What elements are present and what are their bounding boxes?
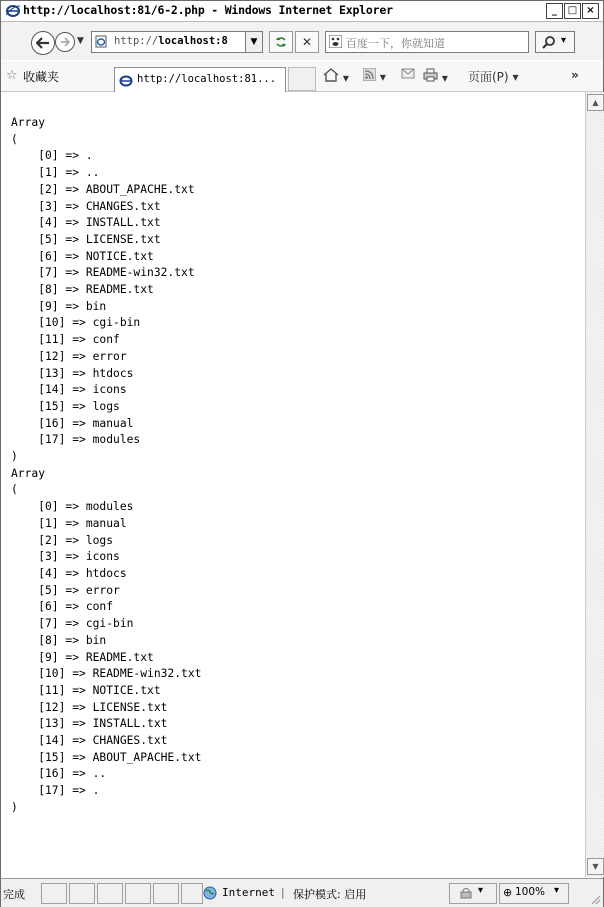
output-line: [17] => .: [11, 784, 100, 798]
url-host: localhost:8: [158, 35, 228, 47]
output-line: [1] => manual: [11, 516, 127, 530]
status-separator: |: [281, 886, 285, 899]
favorites-button[interactable]: 收藏夹: [23, 70, 60, 84]
minimize-button[interactable]: [546, 3, 563, 19]
output-line: [5] => LICENSE.txt: [11, 232, 161, 246]
output-line: [8] => bin: [11, 633, 107, 647]
search-options-dropdown[interactable]: ▾: [561, 35, 567, 46]
status-pane: [125, 883, 151, 904]
internet-globe-icon: [203, 886, 217, 900]
scroll-up-arrow-icon[interactable]: ▲: [587, 94, 604, 111]
tab-title: http://localhost:81...: [137, 73, 277, 85]
maximize-icon: □: [567, 5, 578, 16]
output-line: [16] => manual: [11, 416, 134, 430]
page-favicon-icon: [95, 35, 107, 48]
more-commands-chevron-icon[interactable]: »: [571, 68, 579, 82]
status-pane: [41, 883, 67, 904]
rss-feed-icon: [363, 68, 376, 81]
forward-arrow-icon: [60, 37, 70, 47]
forward-button[interactable]: [55, 32, 75, 52]
address-dropdown-button[interactable]: ▼: [245, 32, 262, 52]
page-menu-label: 页面(P): [468, 70, 509, 84]
search-button[interactable]: [535, 31, 575, 53]
page-menu-button[interactable]: [468, 68, 518, 85]
refresh-icon: [274, 36, 288, 48]
window-title: http://localhost:81/6-2.php - Windows Internet Explorer: [23, 3, 393, 17]
output-line: (: [11, 132, 18, 146]
output-line: (: [11, 483, 18, 497]
output-line: [10] => cgi-bin: [11, 316, 141, 330]
title-bar: [1, 1, 603, 22]
output-line: [12] => error: [11, 349, 127, 363]
new-tab-button[interactable]: [288, 67, 316, 91]
output-line: [6] => conf: [11, 600, 114, 614]
mail-icon: [401, 68, 415, 79]
vertical-scrollbar[interactable]: [585, 92, 604, 877]
output-line: [10] => README-win32.txt: [11, 667, 202, 681]
print-button[interactable]: ▾: [423, 68, 448, 85]
output-line: [3] => CHANGES.txt: [11, 199, 161, 213]
refresh-button[interactable]: [269, 31, 293, 53]
output-line: Array: [11, 466, 46, 480]
output-line: [2] => ABOUT_APACHE.txt: [11, 182, 195, 196]
lock-zone-icon: [460, 887, 474, 899]
status-pane: [97, 883, 123, 904]
stop-icon: ✕: [301, 35, 313, 49]
close-button[interactable]: [582, 3, 599, 19]
status-pane: [69, 883, 95, 904]
output-line: [11] => conf: [11, 333, 120, 347]
output-line: [14] => icons: [11, 383, 127, 397]
output-line: [2] => logs: [11, 533, 114, 547]
printer-icon: [423, 68, 438, 82]
output-line: [16] => ..: [11, 767, 107, 781]
ie-tab-icon: [119, 74, 133, 88]
close-icon: ×: [586, 5, 595, 16]
output-line: [1] => ..: [11, 166, 100, 180]
search-box[interactable]: [325, 31, 529, 53]
status-bar: [1, 878, 603, 907]
output-line: [11] => NOTICE.txt: [11, 683, 161, 697]
zoom-icon: ⊕: [503, 886, 513, 899]
output-line: [0] => .: [11, 149, 93, 163]
navigation-bar: [1, 22, 603, 60]
feeds-button[interactable]: ▾: [363, 68, 386, 84]
baidu-logo-icon: [329, 35, 342, 48]
output-line: [13] => INSTALL.txt: [11, 717, 168, 731]
favorites-star-icon[interactable]: ☆: [6, 68, 18, 83]
url-prefix: http://: [114, 35, 159, 47]
ie-logo-icon: [6, 4, 20, 18]
minimize-icon: _: [552, 5, 557, 16]
output-line: Array: [11, 116, 46, 129]
resize-grip-icon[interactable]: [589, 893, 601, 905]
status-text: 完成: [3, 888, 25, 901]
recent-pages-dropdown[interactable]: ▼: [77, 36, 84, 46]
zoom-button[interactable]: [499, 883, 569, 904]
output-line: [12] => LICENSE.txt: [11, 700, 168, 714]
output-line: [7] => cgi-bin: [11, 617, 134, 631]
status-pane: [153, 883, 179, 904]
status-pane: [181, 883, 203, 904]
back-button[interactable]: [31, 31, 55, 55]
output-line: [17] => modules: [11, 433, 141, 447]
output-line: [7] => README-win32.txt: [11, 266, 195, 280]
search-icon: [542, 35, 556, 49]
home-icon: [323, 68, 339, 82]
output-line: [9] => README.txt: [11, 650, 154, 664]
page-content: [1, 92, 585, 877]
tab-current[interactable]: [114, 67, 286, 92]
search-placeholder: 百度一下，你就知道: [346, 37, 445, 50]
stop-button[interactable]: [295, 31, 319, 53]
zoom-level: 100%: [515, 886, 546, 898]
output-line: [9] => bin: [11, 299, 107, 313]
output-line: [13] => htdocs: [11, 366, 134, 380]
output-line: [4] => INSTALL.txt: [11, 216, 161, 230]
home-button[interactable]: ▾: [323, 68, 349, 85]
maximize-button[interactable]: [564, 3, 581, 19]
read-mail-button[interactable]: [401, 68, 415, 82]
output-line: [0] => modules: [11, 500, 134, 514]
print-r-output: [11, 115, 201, 817]
favorites-bar: [1, 61, 603, 92]
page-menu-dropdown-icon: ▾: [512, 70, 519, 84]
privacy-dropdown-icon: ▾: [478, 885, 484, 896]
address-bar[interactable]: [91, 31, 263, 53]
output-line: [14] => CHANGES.txt: [11, 734, 168, 748]
address-url: [114, 35, 228, 47]
output-line: ): [11, 450, 18, 464]
back-arrow-icon: [36, 37, 50, 49]
protected-mode-status[interactable]: 保护模式: 启用: [293, 888, 367, 901]
output-line: [5] => error: [11, 583, 120, 597]
privacy-report-button[interactable]: [449, 883, 497, 904]
security-zone: Internet: [222, 886, 275, 899]
zoom-dropdown-icon: ▾: [554, 885, 560, 896]
output-line: [6] => NOTICE.txt: [11, 249, 154, 263]
output-line: [4] => htdocs: [11, 566, 127, 580]
output-line: [15] => ABOUT_APACHE.txt: [11, 750, 202, 764]
output-line: ): [11, 800, 18, 814]
output-line: [15] => logs: [11, 399, 120, 413]
output-line: [8] => README.txt: [11, 283, 154, 297]
output-line: [3] => icons: [11, 550, 120, 564]
scroll-down-arrow-icon[interactable]: ▼: [587, 858, 604, 875]
